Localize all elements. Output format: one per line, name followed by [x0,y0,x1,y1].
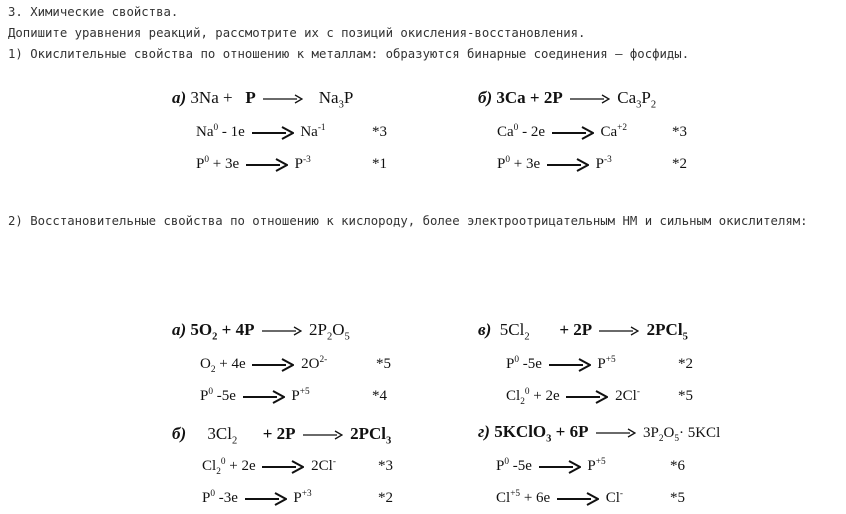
eq-cl5-mid: + 2P [559,320,593,339]
half-kclo3-2: $Cl^{+5} + 6e$ Cl- [496,489,624,506]
coef-na-1: *3 [372,124,387,140]
bold-arrow-icon [252,126,294,140]
eq-cl5-main [478,320,688,343]
coef-ca-2: *2 [672,156,687,172]
half-o2-2: $P^0$ -5e $P^{+5}$ [200,387,310,404]
arrow-icon [596,428,636,438]
half-na-1: Na$^0$ - 1e $Na^{-1}$ [196,123,326,140]
coef-cl3-1: *3 [378,458,393,474]
bold-arrow-icon [243,390,285,404]
half-kclo3-1: $P^0$ -5e $P^{+5}$ [496,457,606,474]
arrow-icon [262,326,302,336]
eq-cl3-mid: + 2P [262,424,296,443]
eq-na-p: P [245,88,256,107]
instruction-text: Допишите уравнения реакций, рассмотрите их с позиций окисления-восстановления. [8,26,586,40]
eq-o2-main [172,320,350,343]
bold-arrow-icon [252,358,294,372]
bold-arrow-icon [547,158,589,172]
arrow-icon [263,94,303,104]
eq-na-product: $Na_3P$ [318,88,354,111]
point-1-text: 1) Окислительные свойства по отношению к металлам: образуются бинарные соединения – фосфиды. [8,47,690,61]
eq-cl3-main [172,424,392,447]
point-2-text: 2) Восстановительные свойства по отношению к кислороду, более электроотрицательным НМ и сильным окислителям: [8,214,808,228]
bold-arrow-icon [566,390,608,404]
bold-arrow-icon [246,158,288,172]
eq-ca-lhs: 3Ca + 2P [496,88,563,107]
eq-kclo3-product: $3P_2O_5\cdot 5KCl$ [642,425,721,444]
coef-o2-2: *4 [372,388,387,404]
coef-cl5-2: *5 [678,388,693,404]
eq-ca-main [478,88,657,111]
bold-arrow-icon [539,460,581,474]
eq-ca-product: $Ca_3P_2$ [617,88,657,111]
eq-o2-product: $2P_2O_5$ [309,320,350,343]
coef-kclo3-2: *5 [670,490,685,506]
label-a1: а) [172,88,187,107]
label-a2: а) [172,320,187,339]
bold-arrow-icon [245,492,287,506]
coef-na-2: *1 [372,156,387,172]
bold-arrow-icon [549,358,591,372]
coef-o2-1: *5 [376,356,391,372]
label-b1: б) [478,88,493,107]
label-g: г) [478,422,490,441]
eq-cl3-product: 2PCl$_3$ [350,424,392,447]
eq-na-lhs: 3Na + [190,88,233,107]
bold-arrow-icon [552,126,594,140]
half-cl3-1: $Cl_2^0 + 2e$ 2Cl- [202,457,336,477]
label-v: в) [478,320,492,339]
half-o2-1: $O_2 + 4e$ $2O^{2-}$ [200,355,328,375]
label-b2: б) [172,424,187,443]
coef-cl3-2: *2 [378,490,393,506]
half-cl5-1: $P^0$ -5e $P^{+5}$ [506,355,616,372]
arrow-icon [570,94,610,104]
coef-kclo3-1: *6 [670,458,685,474]
coef-cl5-1: *2 [678,356,693,372]
arrow-icon [599,326,639,336]
eq-kclo3-lhs: 5KClO$_3$ + 6P [494,422,589,445]
eq-cl5-lhs: $5Cl_2$ [499,320,530,343]
half-ca-1: Ca$^0$ - 2e $Ca^{+2}$ [497,123,628,140]
eq-cl5-product: 2PCl$_5$ [646,320,688,343]
coef-ca-1: *3 [672,124,687,140]
eq-na-main [172,88,354,111]
section-heading: 3. Химические свойства. [8,5,179,19]
half-cl5-2: $Cl_2^0 + 2e$ 2Cl- [506,387,640,407]
arrow-icon [303,430,343,440]
half-ca-2: $P^0 + 3e$ $P^{-3}$ [497,155,612,172]
eq-kclo3-main [478,422,721,445]
eq-cl3-lhs: $3Cl_2$ [207,424,238,447]
half-cl3-2: $P^0$ -3e $P^{+3}$ [202,489,312,506]
bold-arrow-icon [262,460,304,474]
half-na-2: $P^0 + 3e$ $P^{-3}$ [196,155,311,172]
bold-arrow-icon [557,492,599,506]
eq-o2-lhs: $5O_2 + 4P$ [190,320,255,343]
